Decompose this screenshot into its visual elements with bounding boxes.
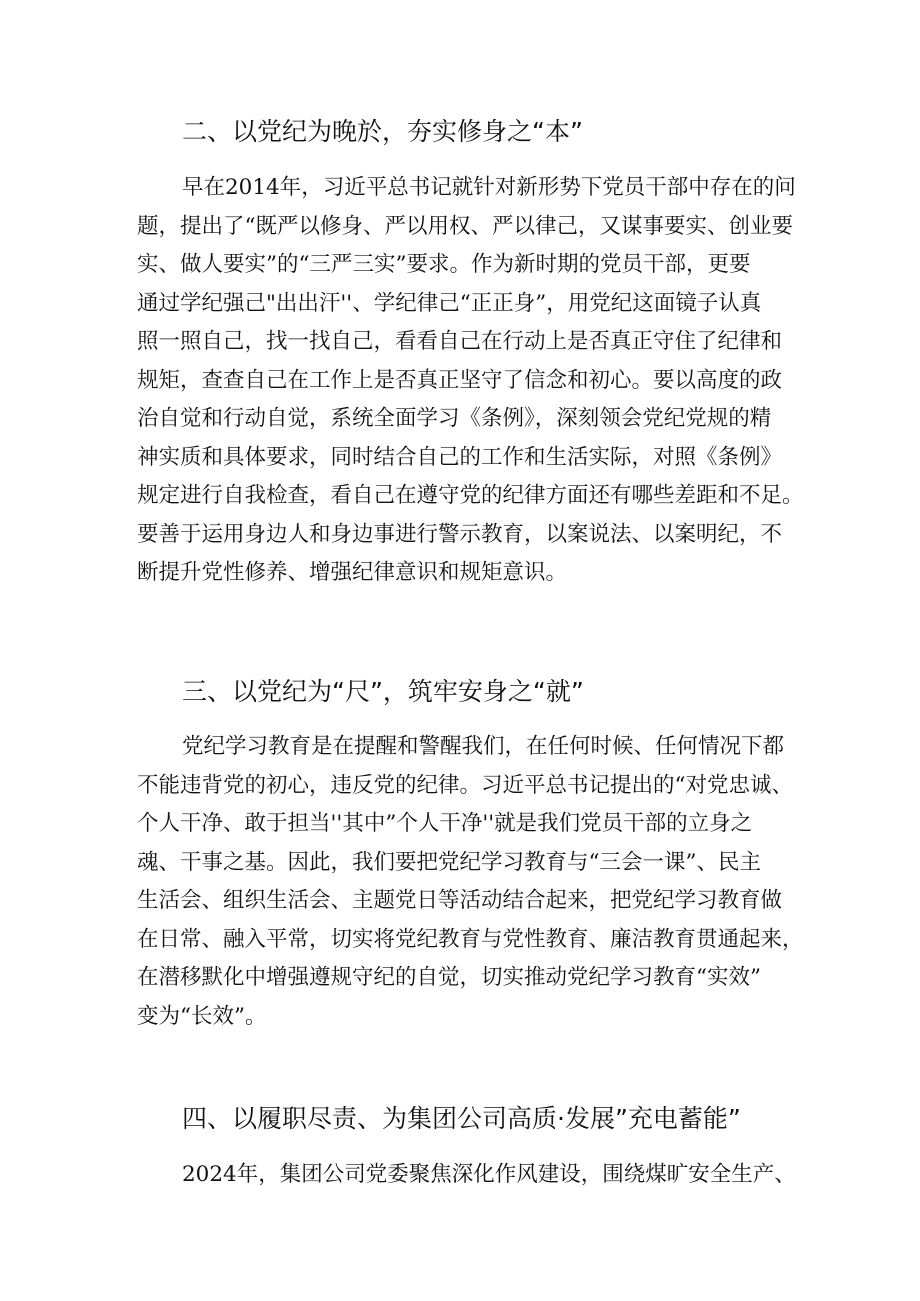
paragraph-line: 党纪学习教育是在提醒和警醒我们，在任何时候、任何情况下都 <box>182 734 785 759</box>
paragraph-line: 通过学纪强己"出出汗''、学纪律己“正正身”，用党纪这面镜子认真 <box>137 290 762 316</box>
paragraph-line: 治自觉和行动自觉，系统全面学习《条例》，深刻领会党纪党规的精 <box>137 406 772 431</box>
paragraph-line: 在日常、融入平常，切实将党纪教育与党性教育、廉洁教育贯通起来， <box>137 926 804 952</box>
section-4-paragraph <box>137 1156 797 1195</box>
paragraph-line: 要善于运用身边人和身边事进行警示教育，以案说法、以案明纪，不 <box>137 521 783 547</box>
section-3-paragraph <box>137 728 804 1036</box>
paragraph-line: 在潜移默化中增强遵规守纪的自觉，切实推动党纪学习教育“实效” <box>137 965 761 990</box>
paragraph-line: 个人干净、敢于担当''其中”个人干净''就是我们党员干部的立身之 <box>137 811 753 836</box>
paragraph-line: 2024年，集团公司党委聚焦深化作风建设，围绕煤旷安全生产、 <box>182 1162 796 1187</box>
paragraph-line: 魂、干事之基。因此，我们要把党纪学习教育与“三会一课”、民主 <box>137 849 761 875</box>
paragraph-line: 照一照自己，找一找自己，看看自己在行动上是否真正守住了纪律和 <box>137 329 783 354</box>
paragraph-line: 生活会、组织生活会、主题党日等活动结合起来，把党纪学习教育做 <box>137 888 783 913</box>
paragraph-line: 变为“长效”。 <box>137 1003 267 1029</box>
paragraph-line: 早在2014年，习近平总书记就针对新形势下党员干部中存在的问 <box>182 175 796 200</box>
paragraph-line: 实、做人要实”的“三严三实”要求。作为新时期的党员干部，更要 <box>137 252 751 277</box>
section-heading-3: 三、以党纪为“尺”，筑牢安身之“就” <box>182 677 584 706</box>
paragraph-line: 神实质和具体要求，同时结合自己的工作和生活实际，对照《条例》 <box>137 444 783 470</box>
paragraph-line: 规矩，查查自己在工作上是否真正坚守了信念和初心。要以高度的政 <box>137 367 783 393</box>
paragraph-line: 不能违背党的初心，违反党的纪律。习近平总书记提出的“对党忠诚、 <box>137 772 793 798</box>
paragraph-line: 题，提出了“既严以修身、严以用权、严以律己，又谋事要实、创业要 <box>137 213 793 239</box>
paragraph-line: 断提升党性修养、增强纪律意识和规矩意识。 <box>137 560 568 585</box>
section-heading-2: 二、以党纪为晚於，夯实修身之“本” <box>182 117 583 146</box>
paragraph-line: 规定进行自我检查，看自己在遵守党的纪律方面还有哪些差距和不足。 <box>137 483 804 508</box>
section-2-paragraph <box>137 169 804 593</box>
section-heading-4: 四、以履职尽责、为集团公司高质·发展”充电蓄能” <box>182 1104 741 1133</box>
